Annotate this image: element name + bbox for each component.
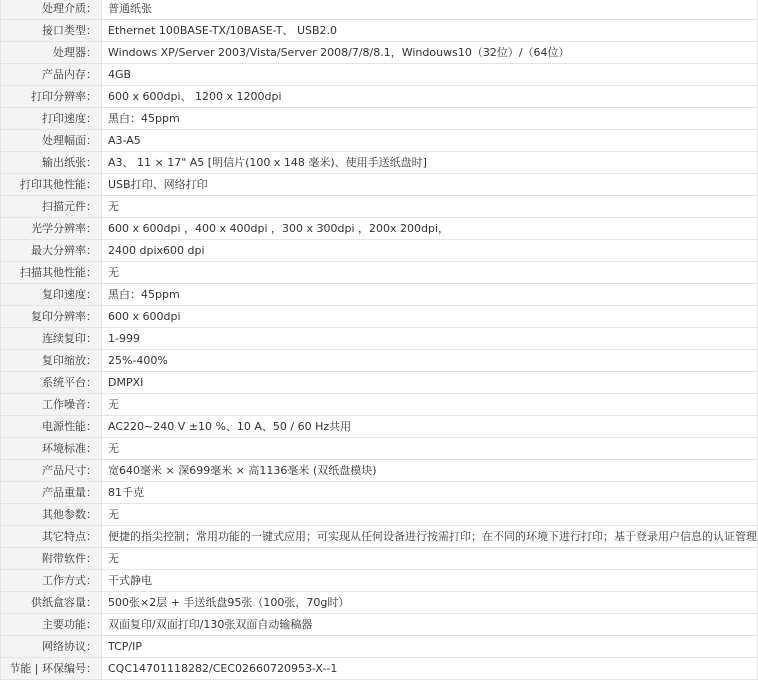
spec-row xyxy=(1,548,758,570)
spec-value: 无 xyxy=(102,394,758,416)
spec-row xyxy=(1,636,758,658)
spec-label: 产品尺寸： xyxy=(1,460,102,482)
spec-row xyxy=(1,504,758,526)
spec-value: 25%-400% xyxy=(102,350,758,372)
spec-row xyxy=(1,614,758,636)
spec-value: 无 xyxy=(102,262,758,284)
spec-label: 复印分辨率： xyxy=(1,306,102,328)
spec-label: 其它特点： xyxy=(1,526,102,548)
spec-value: A3、 11 × 17" A5 [明信片(100 x 148 毫米)、使用手送纸盘时] xyxy=(102,152,758,174)
spec-row xyxy=(1,64,758,86)
spec-row xyxy=(1,328,758,350)
spec-row xyxy=(1,460,758,482)
spec-value: 无 xyxy=(102,548,758,570)
spec-row xyxy=(1,306,758,328)
spec-label: 附带软件： xyxy=(1,548,102,570)
spec-label: 系统平台： xyxy=(1,372,102,394)
spec-value: 无 xyxy=(102,504,758,526)
spec-label: 打印速度： xyxy=(1,108,102,130)
spec-value: 2400 dpix600 dpi xyxy=(102,240,758,262)
spec-value: 无 xyxy=(102,196,758,218)
spec-row xyxy=(1,438,758,460)
spec-label: 处理器： xyxy=(1,42,102,64)
spec-row xyxy=(1,284,758,306)
spec-row xyxy=(1,42,758,64)
spec-label: 主要功能： xyxy=(1,614,102,636)
spec-value: TCP/IP xyxy=(102,636,758,658)
spec-row xyxy=(1,416,758,438)
spec-label: 其他参数： xyxy=(1,504,102,526)
spec-value: 600 x 600dpi ，400 x 400dpi ，300 x 300dpi ，200x 200dpi， xyxy=(102,218,758,240)
spec-label: 打印其他性能： xyxy=(1,174,102,196)
spec-row xyxy=(1,130,758,152)
spec-label: 处理介质： xyxy=(1,0,102,20)
spec-row xyxy=(1,658,758,680)
spec-row xyxy=(1,218,758,240)
spec-row xyxy=(1,108,758,130)
spec-row xyxy=(1,526,758,548)
spec-label: 环境标准： xyxy=(1,438,102,460)
spec-label: 最大分辨率： xyxy=(1,240,102,262)
spec-row xyxy=(1,394,758,416)
spec-label: 节能 | 环保编号： xyxy=(1,658,102,680)
spec-value: 无 xyxy=(102,438,758,460)
spec-value: CQC14701118282/CEC02660720953-X--1 xyxy=(102,658,758,680)
spec-row xyxy=(1,196,758,218)
spec-row xyxy=(1,240,758,262)
spec-row xyxy=(1,86,758,108)
spec-table-body xyxy=(1,0,758,680)
spec-value: 81千克 xyxy=(102,482,758,504)
spec-label: 处理幅面： xyxy=(1,130,102,152)
spec-row xyxy=(1,174,758,196)
spec-row xyxy=(1,570,758,592)
spec-row xyxy=(1,350,758,372)
spec-value: 普通纸张 xyxy=(102,0,758,20)
spec-label: 产品重量： xyxy=(1,482,102,504)
spec-row xyxy=(1,20,758,42)
spec-value: 4GB xyxy=(102,64,758,86)
spec-row xyxy=(1,152,758,174)
spec-value: A3-A5 xyxy=(102,130,758,152)
spec-label: 复印速度： xyxy=(1,284,102,306)
spec-value: AC220~240 V ±10 %、10 A、50 / 60 Hz共用 xyxy=(102,416,758,438)
spec-row xyxy=(1,372,758,394)
spec-row xyxy=(1,482,758,504)
spec-value: 宽640毫米 × 深699毫米 × 高1136毫米 (双纸盘模块) xyxy=(102,460,758,482)
spec-label: 接口类型： xyxy=(1,20,102,42)
spec-row xyxy=(1,592,758,614)
spec-value: 600 x 600dpi xyxy=(102,306,758,328)
spec-label: 电源性能： xyxy=(1,416,102,438)
spec-value: 双面复印/双面打印/130张双面自动输稿器 xyxy=(102,614,758,636)
spec-value: Windows XP/Server 2003/Vista/Server 2008/7/8/8.1，Windouws10（32位）/（64位） xyxy=(102,42,758,64)
spec-value: 1-999 xyxy=(102,328,758,350)
spec-label: 工作方式： xyxy=(1,570,102,592)
spec-row xyxy=(1,262,758,284)
spec-label: 打印分辨率： xyxy=(1,86,102,108)
spec-row xyxy=(1,0,758,20)
spec-label: 供纸盒容量： xyxy=(1,592,102,614)
spec-label: 扫描元件： xyxy=(1,196,102,218)
spec-value: DMPXI xyxy=(102,372,758,394)
spec-value: USB打印、网络打印 xyxy=(102,174,758,196)
spec-value: 干式静电 xyxy=(102,570,758,592)
spec-value: 600 x 600dpi、 1200 x 1200dpi xyxy=(102,86,758,108)
spec-label: 光学分辨率： xyxy=(1,218,102,240)
spec-label: 连续复印： xyxy=(1,328,102,350)
spec-value: 500张×2层 + 手送纸盘95张（100张，70g时） xyxy=(102,592,758,614)
spec-label: 复印缩放： xyxy=(1,350,102,372)
spec-label: 产品内存： xyxy=(1,64,102,86)
spec-label: 网络协议： xyxy=(1,636,102,658)
spec-value: 便捷的指尖控制；常用功能的一键式应用；可实现从任何设备进行按需打印；在不同的环境下进行打印；基于登录用户信息的认证管理 xyxy=(102,526,758,548)
spec-value: 黑白：45ppm xyxy=(102,108,758,130)
spec-value: Ethernet 100BASE-TX/10BASE-T、 USB2.0 xyxy=(102,20,758,42)
spec-label: 输出纸张： xyxy=(1,152,102,174)
spec-label: 扫描其他性能： xyxy=(1,262,102,284)
spec-label: 工作噪音： xyxy=(1,394,102,416)
spec-value: 黑白：45ppm xyxy=(102,284,758,306)
